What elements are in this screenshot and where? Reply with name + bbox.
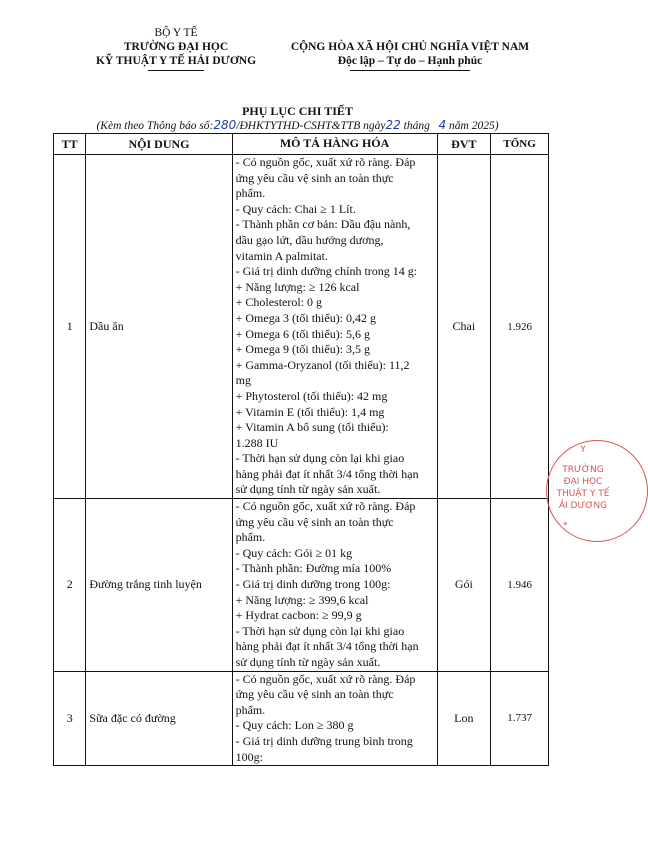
description-line: - Thành phần cơ bản: Dầu đậu nành, bbox=[235, 217, 411, 232]
national-header bbox=[280, 40, 540, 71]
header-total: TỔNG bbox=[491, 134, 549, 155]
document-subtitle bbox=[0, 118, 595, 132]
description-line: dầu gạo lứt, dầu hướng dương, bbox=[235, 232, 384, 247]
description-line: + Omega 9 (tối thiểu): 3,5 g bbox=[235, 342, 371, 357]
item-name: Dầu ăn bbox=[86, 155, 232, 499]
item-total: 1.946 bbox=[491, 499, 549, 672]
description-line: ứng yêu cầu vệ sinh an toàn thực bbox=[235, 514, 394, 529]
description-line: phẩm. bbox=[235, 530, 266, 545]
description-line: - Có nguồn gốc, xuất xứ rõ ràng. Đáp bbox=[235, 155, 416, 169]
header-content: NỘI DUNG bbox=[86, 134, 232, 155]
description-line: - Thời hạn sử dụng còn lại khi giao bbox=[235, 451, 405, 466]
row-number: 3 bbox=[54, 671, 86, 766]
item-name: Đường trắng tinh luyện bbox=[86, 499, 232, 672]
issuer-block bbox=[76, 26, 276, 71]
description-line: - Giá trị dinh dưỡng trung bình trong bbox=[235, 733, 413, 748]
item-name: Sữa đặc có đường bbox=[86, 671, 232, 766]
description-line: + Omega 3 (tối thiểu): 0,42 g bbox=[235, 310, 377, 325]
national-motto: Độc lập – Tự do – Hạnh phúc bbox=[337, 55, 483, 67]
header-unit: ĐVT bbox=[437, 134, 491, 155]
item-unit: Gói bbox=[437, 499, 491, 672]
item-unit: Lon bbox=[437, 671, 491, 766]
description-line: - Quy cách: Gói ≥ 01 kg bbox=[235, 545, 353, 560]
country-name: CỘNG HÒA XÃ HỘI CHỦ NGHĨA VIỆT NAM bbox=[290, 41, 530, 53]
stamp-line: TRƯỜNG bbox=[562, 465, 604, 475]
description-line: - Thời hạn sử dụng còn lại khi giao bbox=[235, 623, 405, 638]
description-line: - Quy cách: Lon ≥ 380 g bbox=[235, 718, 354, 733]
description-line: sử dụng tính từ ngày sản xuất. bbox=[235, 655, 381, 669]
description-line: ứng yêu cầu vệ sinh an toàn thực bbox=[235, 170, 394, 185]
item-description bbox=[232, 155, 437, 499]
row-number: 2 bbox=[54, 499, 86, 672]
item-description bbox=[232, 499, 437, 672]
description-line: vitamin A palmitat. bbox=[235, 248, 328, 263]
description-line: - Quy cách: Chai ≥ 1 Lít. bbox=[235, 201, 356, 216]
description-line: + Vitamin E (tối thiểu): 1,4 mg bbox=[235, 404, 385, 419]
subtitle-part2: /ĐHKTYTHD-CSHT&TTB ngày bbox=[236, 120, 386, 132]
red-seal-stamp bbox=[546, 440, 648, 542]
month-handwritten: 4 bbox=[438, 118, 447, 132]
description-line: + Năng lượng: ≥ 126 kcal bbox=[235, 279, 360, 294]
ministry-name: BỘ Y TẾ bbox=[154, 27, 198, 39]
document-title: PHỤ LỤC CHI TIẾT bbox=[242, 104, 353, 118]
item-description bbox=[232, 671, 437, 766]
stamp-line: ĐẠI HỌC bbox=[563, 477, 603, 487]
description-line: hàng phải đạt ít nhất 3/4 tổng thời hạn bbox=[235, 639, 419, 654]
description-line: + Năng lượng: ≥ 399,6 kcal bbox=[235, 592, 369, 607]
day-handwritten: 22 bbox=[385, 118, 401, 132]
stamp-line: Y bbox=[580, 445, 586, 455]
header-description: MÔ TẢ HÀNG HÓA bbox=[232, 134, 437, 155]
description-line: phẩm. bbox=[235, 186, 266, 201]
description-line: mg bbox=[235, 373, 251, 388]
issuer-underline bbox=[148, 70, 204, 71]
subtitle-part4: năm 2025) bbox=[449, 120, 499, 132]
description-line: 100g: bbox=[235, 749, 263, 764]
description-line: - Có nguồn gốc, xuất xứ rõ ràng. Đáp bbox=[235, 499, 416, 514]
description-line: + Hydrat cacbon: ≥ 99,9 g bbox=[235, 608, 362, 623]
subtitle-part3: tháng bbox=[403, 120, 430, 132]
description-line: + Phytosterol (tối thiểu): 42 mg bbox=[235, 388, 388, 403]
description-line: + Omega 6 (tối thiểu): 5,6 g bbox=[235, 326, 371, 341]
table-row bbox=[54, 671, 549, 766]
table-row bbox=[54, 499, 549, 672]
description-line: - Giá trị dinh dưỡng chính trong 14 g: bbox=[235, 264, 418, 279]
stamp-star: * bbox=[563, 521, 568, 531]
stamp-line: THUẬT Y TẾ bbox=[556, 489, 610, 499]
description-line: + Cholesterol: 0 g bbox=[235, 295, 323, 310]
description-line: 1.288 IU bbox=[235, 435, 279, 450]
row-number: 1 bbox=[54, 155, 86, 499]
table-header-row bbox=[54, 134, 549, 155]
description-line: + Gamma-Oryzanol (tối thiểu): 11,2 bbox=[235, 357, 410, 372]
item-total: 1.926 bbox=[491, 155, 549, 499]
notice-number-handwritten: 280 bbox=[213, 118, 237, 132]
description-line: sử dụng tính từ ngày sản xuất. bbox=[235, 482, 381, 497]
school-name-line1: TRƯỜNG ĐẠI HỌC bbox=[123, 41, 229, 53]
description-line: - Thành phần: Đường mía 100% bbox=[235, 561, 392, 576]
motto-underline bbox=[350, 70, 470, 71]
stamp-line: ẢI DƯƠNG bbox=[558, 501, 608, 511]
goods-table bbox=[53, 133, 549, 766]
school-name-line2: KỸ THUẬT Y TẾ HẢI DƯƠNG bbox=[95, 55, 257, 67]
description-line: - Có nguồn gốc, xuất xứ rõ ràng. Đáp bbox=[235, 671, 416, 686]
description-line: hàng phải đạt ít nhất 3/4 tổng thời hạn bbox=[235, 466, 419, 481]
item-total: 1.737 bbox=[491, 671, 549, 766]
description-line: phẩm. bbox=[235, 702, 266, 717]
header-tt: TT bbox=[54, 134, 86, 155]
description-line: - Giá trị dinh dưỡng trong 100g: bbox=[235, 577, 391, 592]
description-line: + Vitamin A bổ sung (tối thiểu): bbox=[235, 420, 389, 435]
table-row bbox=[54, 155, 549, 499]
item-unit: Chai bbox=[437, 155, 491, 499]
description-line: ứng yêu cầu vệ sinh an toàn thực bbox=[235, 687, 394, 702]
subtitle-part1: (Kèm theo Thông báo số: bbox=[96, 120, 214, 132]
